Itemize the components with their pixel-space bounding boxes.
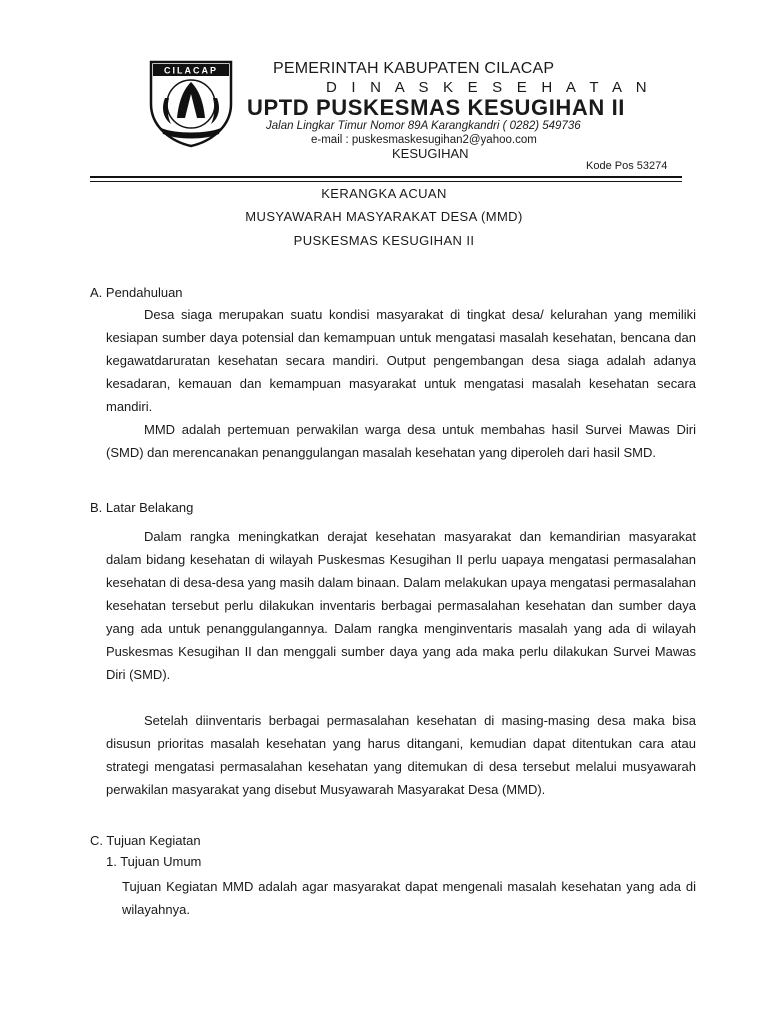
section-b-heading: B. Latar Belakang	[90, 500, 194, 515]
letterhead-divider-thin	[90, 181, 682, 182]
section-a-heading: A. Pendahuluan	[90, 285, 183, 300]
section-c-heading: C. Tujuan Kegiatan	[90, 833, 201, 848]
letterhead-address: Jalan Lingkar Timur Nomor 89A Karangkandri ( 0282) 549736	[266, 120, 581, 132]
letterhead-postal-code: Kode Pos 53274	[586, 160, 668, 172]
doc-title-line3: PUSKESMAS KESUGIHAN II	[293, 233, 475, 248]
cilacap-regency-logo	[147, 58, 235, 148]
letterhead-city: KESUGIHAN	[392, 146, 469, 161]
section-a-paragraph-2: MMD adalah pertemuan perwakilan warga desa untuk membahas hasil Survei Mawas Diri (SMD) dan merencanakan penanggulangan masalah kesehatan yang diperoleh dari hasil SMD.	[106, 422, 696, 460]
letterhead-institution: UPTD PUSKESMAS KESUGIHAN II	[247, 95, 626, 120]
section-b-paragraph-2: Setelah diinventaris berbagai permasalahan kesehatan di masing-masing desa maka bisa disusun prioritas masalah kesehatan yang harus ditangani, kemudian dapat ditentukan cara atau strategi mengatasi permasalahan kesehatan yang ditemukan di desa tersebut melalui musyawarah perwakilan masyarakat yang disebut Musyawarah Masyarakat Desa (MMD).	[106, 713, 696, 797]
doc-title-line1: KERANGKA ACUAN	[321, 186, 447, 201]
svg-text:CILACAP: CILACAP	[164, 65, 218, 76]
section-b-paragraph-1: Dalam rangka meningkatkan derajat kesehatan masyarakat dan kemandirian masyarakat dalam bidang kesehatan di wilayah Puskesmas Kesugihan II perlu uapaya mengatasi permasalahan kesehatan di desa-desa yang masih dalam binaan. Dalam melakukan upaya mengatasi permasalahan kesehatan tersebut perlu dilakukan inventaris berbagai permasalahan kesehatan dan sumber daya yang ada untuk penanggulangannya. Dalam rangka menginventaris masalah yang ada di wilayah Puskesmas Kesugihan II dan menggali sumber daya yang ada maka perlu dilakukan Survei Mawas Diri (SMD).	[106, 529, 696, 682]
letterhead-divider	[90, 176, 682, 178]
letterhead-agency: D I N A S K E S E H A T A N	[326, 79, 652, 96]
letterhead-email: e-mail : puskesmaskesugihan2@yahoo.com	[311, 134, 537, 146]
section-a-paragraph-1: Desa siaga merupakan suatu kondisi masyarakat di tingkat desa/ kelurahan yang memiliki kesiapan sumber daya potensial dan kemampuan untuk mengatasi masalah kesehatan, bencana dan kegawatdaruratan kesehatan secara mandiri. Output pengembangan desa siaga adalah adanya kesadaran, kemauan dan kemampuan masyarakat untuk mengatasi masalah kesehatan secara mandiri.	[106, 307, 696, 414]
doc-title-line2: MUSYAWARAH MASYARAKAT DESA (MMD)	[245, 209, 523, 224]
letterhead-government: PEMERINTAH KABUPATEN CILACAP	[273, 60, 555, 77]
section-c-sub1-text: Tujuan Kegiatan MMD adalah agar masyarakat dapat mengenali masalah kesehatan yang ada di wilayahnya.	[122, 879, 696, 917]
section-c-sub1-heading: 1. Tujuan Umum	[106, 854, 202, 869]
